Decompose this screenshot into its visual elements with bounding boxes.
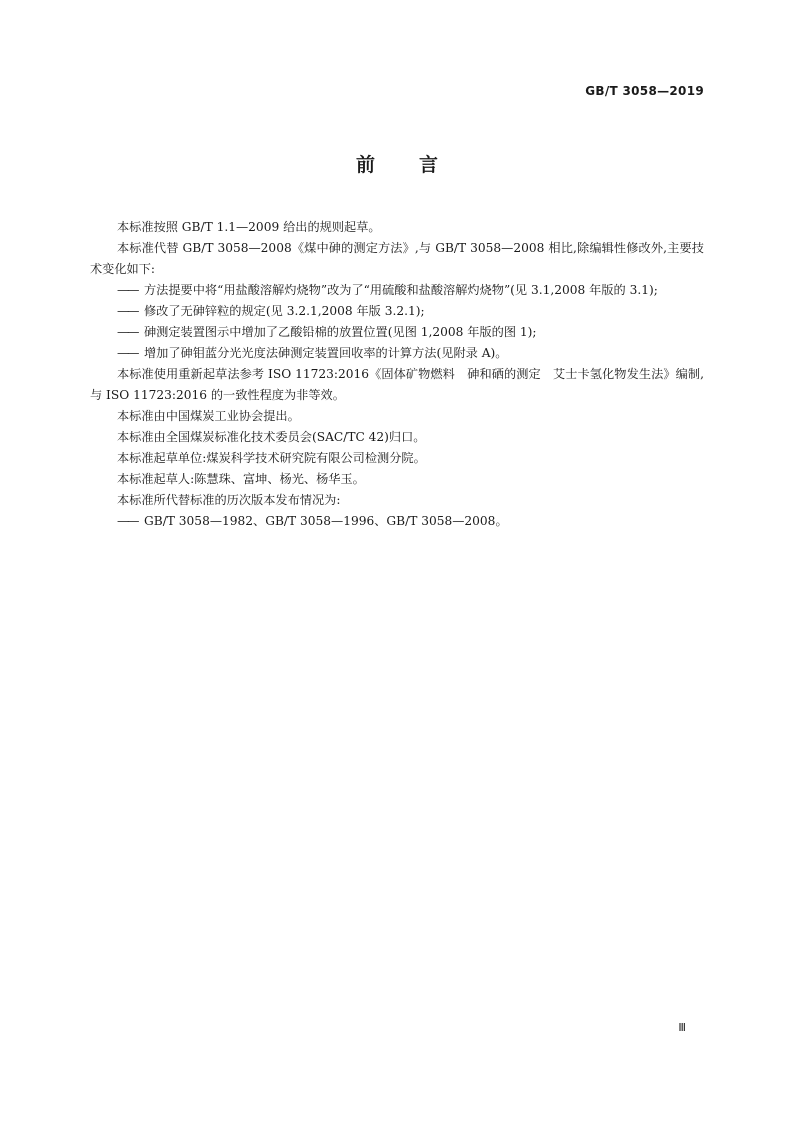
dash-mark: —— [117, 325, 138, 339]
change-item-text: 修改了无砷锌粒的规定(见 3.2.1,2008 年版 3.2.1); [144, 304, 425, 318]
paragraph-history-intro: 本标准所代替标准的历次版本发布情况为: [117, 493, 341, 507]
paragraph-proposer: 本标准由中国煤炭工业协会提出。 [117, 409, 300, 423]
change-item-text: 砷测定装置图示中增加了乙酸铅棉的放置位置(见图 1,2008 年版的图 1); [144, 325, 537, 339]
change-item-text: 方法提要中将“用盐酸溶解灼烧物”改为了“用硫酸和盐酸溶解灼烧物”(见 3.1,2008 年版的 3.1); [144, 283, 658, 297]
dash-mark: —— [117, 283, 138, 297]
paragraph-drafting-rules: 本标准按照 GB/T 1.1—2009 给出的规则起草。 [117, 220, 381, 234]
change-item [90, 301, 704, 322]
paragraph-drafters: 本标准起草人:陈慧珠、富坤、杨光、杨华玉。 [117, 472, 365, 486]
standard-code: GB/T 3058—2019 [585, 84, 704, 98]
change-item [90, 322, 704, 343]
change-item [90, 343, 704, 364]
change-item [90, 280, 704, 301]
paragraph-iso-reference: 本标准使用重新起草法参考 ISO 11723:2016《固体矿物燃料 砷和硒的测定 艾士卡氢化物发生法》编制,与 ISO 11723:2016 的一致性程度为非等效。 [90, 367, 704, 402]
foreword-body [90, 217, 704, 532]
page-number: Ⅲ [678, 1021, 686, 1034]
history-item-text: GB/T 3058—1982、GB/T 3058—1996、GB/T 3058—2008。 [144, 514, 508, 528]
change-item-text: 增加了砷钼蓝分光光度法砷测定装置回收率的计算方法(见附录 A)。 [144, 346, 508, 360]
paragraph-replacement: 本标准代替 GB/T 3058—2008《煤中砷的测定方法》,与 GB/T 3058—2008 相比,除编辑性修改外,主要技术变化如下: [90, 241, 704, 276]
page-title: 前言 [355, 154, 482, 176]
dash-mark: —— [117, 514, 138, 528]
paragraph-committee: 本标准由全国煤炭标准化技术委员会(SAC/TC 42)归口。 [117, 430, 426, 444]
dash-mark: —— [117, 304, 138, 318]
dash-mark: —— [117, 346, 138, 360]
paragraph-drafting-unit: 本标准起草单位:煤炭科学技术研究院有限公司检测分院。 [117, 451, 426, 465]
history-item [90, 511, 704, 532]
